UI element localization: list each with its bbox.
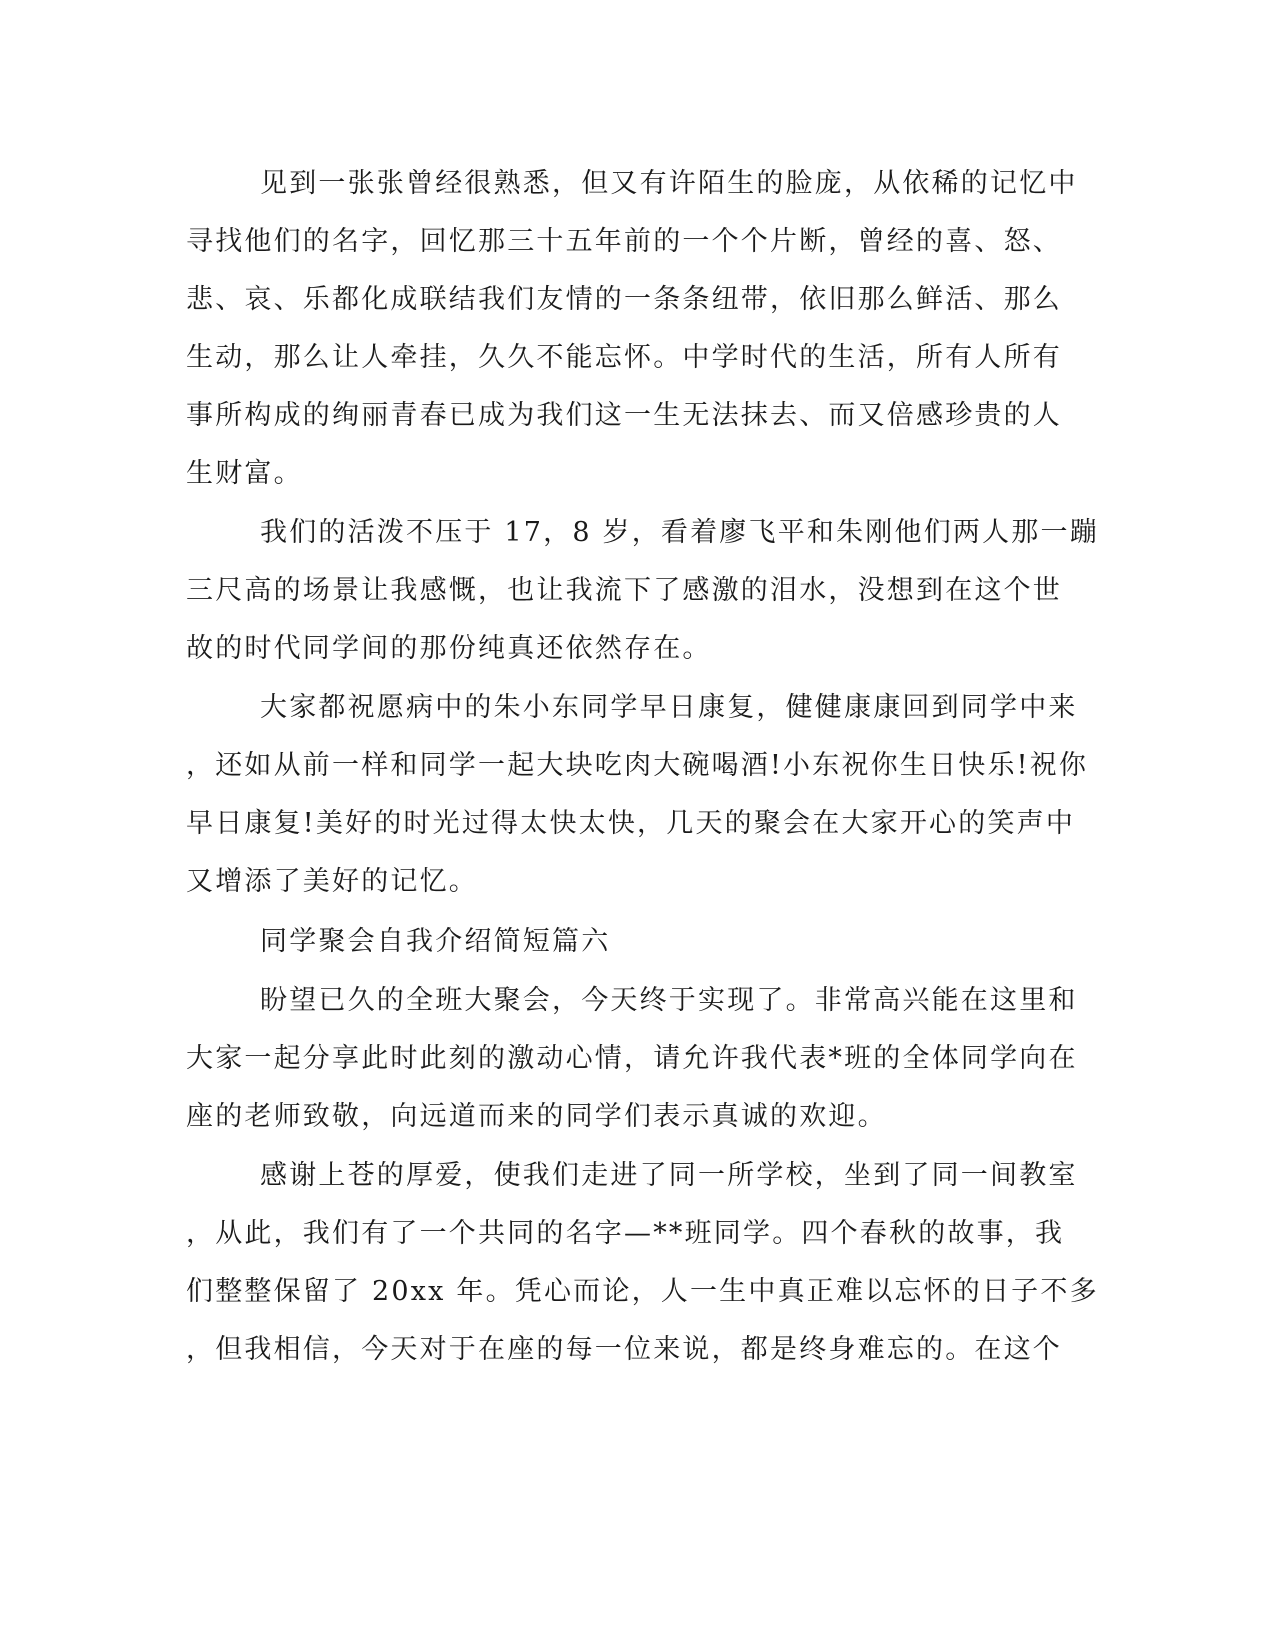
text-line: 生财富。 (186, 458, 303, 489)
section-heading: 同学聚会自我介绍简短篇六 (260, 926, 611, 957)
text-line: 寻找他们的名字，回忆那三十五年前的一个个片断，曾经的喜、怒、 (186, 226, 1062, 257)
text-line: 感谢上苍的厚爱，使我们走进了同一所学校，坐到了同一间教室 (260, 1160, 1078, 1191)
text-line: 见到一张张曾经很熟悉，但又有许陌生的脸庞，从依稀的记忆中 (260, 168, 1078, 199)
text-line: 又增添了美好的记忆。 (186, 866, 478, 897)
text-line: 三尺高的场景让我感慨，也让我流下了感激的泪水，没想到在这个世 (186, 575, 1062, 606)
text-line: 悲、哀、乐都化成联结我们友情的一条条纽带，依旧那么鲜活、那么 (186, 284, 1062, 315)
text-line: 生动，那么让人牵挂，久久不能忘怀。中学时代的生活，所有人所有 (186, 342, 1062, 373)
text-line: 座的老师致敬，向远道而来的同学们表示真诚的欢迎。 (186, 1101, 887, 1132)
text-line: ，但我相信，今天对于在座的每一位来说，都是终身难忘的。在这个 (186, 1334, 1062, 1365)
text-line: 大家一起分享此时此刻的激动心情，请允许我代表*班的全体同学向在 (186, 1043, 1078, 1074)
text-line: 我们的活泼不压于 17，8 岁，看着廖飞平和朱刚他们两人那一蹦 (260, 517, 1099, 548)
text-line: 事所构成的绚丽青春已成为我们这一生无法抹去、而又倍感珍贵的人 (186, 400, 1062, 431)
text-line: 大家都祝愿病中的朱小东同学早日康复，健健康康回到同学中来 (260, 692, 1078, 723)
text-line: 们整整保留了 20xx 年。凭心而论，人一生中真正难以忘怀的日子不多 (186, 1276, 1099, 1307)
text-line: 故的时代同学间的那份纯真还依然存在。 (186, 633, 712, 664)
text-line: 早日康复!美好的时光过得太快太快，几天的聚会在大家开心的笑声中 (186, 808, 1076, 839)
text-line: ，从此，我们有了一个共同的名字—**班同学。四个春秋的故事，我 (186, 1218, 1065, 1249)
text-line: 盼望已久的全班大聚会，今天终于实现了。非常高兴能在这里和 (260, 985, 1078, 1016)
text-line: ，还如从前一样和同学一起大块吃肉大碗喝酒!小东祝你生日快乐!祝你 (186, 750, 1089, 781)
